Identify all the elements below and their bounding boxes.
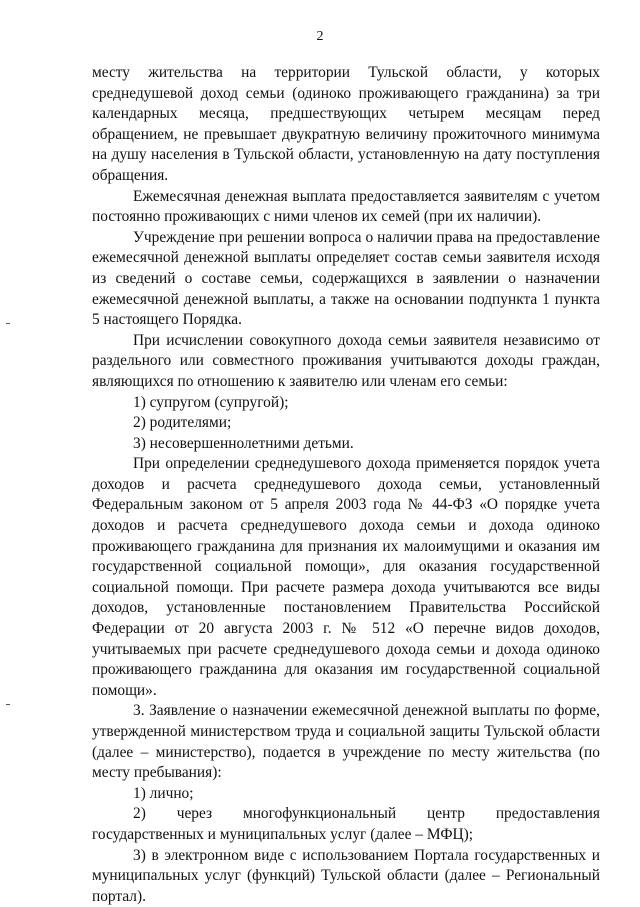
paragraph: 3. Заявление о назначении ежемесячной денежной выплаты по форме, утвержденной министерством труда и социальной защиты Тульской области (далее – министерство), подается в учреждение по месту жительства (по месту пребывания): [92, 702, 600, 782]
paragraph: При определении среднедушевого дохода применяется порядок учета доходов и расчета среднедушевого дохода семьи, установленный Федеральным законом от 5 апреля 2003 года № 44-ФЗ «О порядке учета доходов и расчета среднедушевого дохода семьи и дохода одиноко проживающего гражданина для признания их малоимущими и оказания им государственной социальной помощи», для оказания государственной социальной помощи. При расчете размера дохода учитываются все виды доходов, установленные постановлением Правительства Российской Федерации от 20 августа 2003 г. № 512 «О перечне видов доходов, учитываемых при расчете среднедушевого дохода семьи и дохода одиноко проживающего гражданина для оказания им государственной социальной помощи». [92, 455, 600, 699]
paragraph: Учреждение при решении вопроса о наличии права на предоставление ежемесячной денежной выплаты определяет состав семьи заявителя исходя из сведений о составе семьи, содержащихся в заявлении о назначении ежемесячной денежной выплаты, а также на основании подпункта 1 пункта 5 настоящего Порядка. [92, 228, 600, 329]
list-item: 3) в электронном виде с использованием Портала государственных и муниципальных услуг (функций) Тульской области (далее – Региональный портал). [92, 846, 600, 905]
list-item: 1) супругом (супругой); [133, 393, 289, 411]
margin-mark [6, 704, 10, 705]
page-number: 2 [316, 29, 324, 44]
paragraph: месту жительства на территории Тульской области, у которых среднедушевой доход семьи (одиноко проживающего гражданина) за три календарных месяца, предшествующих четырем месяцам перед обращением, не превышает двукратную величину прожиточного минимума на душу населения в Тульской области, установленную на дату поступления обращения. [92, 64, 600, 184]
document-body [92, 63, 600, 907]
paragraph: При исчислении совокупного дохода семьи заявителя независимо от раздельного или совместного проживания учитываются доходы граждан, являющихся по отношению к заявителю или членам его семьи: [92, 331, 600, 390]
list-item: 2) через многофункциональный центр предоставления государственных и муниципальных услуг (далее – МФЦ); [92, 805, 600, 843]
list-item: 1) лично; [133, 784, 194, 802]
margin-mark [6, 323, 10, 324]
list-item: 2) родителями; [133, 414, 232, 432]
paragraph: Ежемесячная денежная выплата предоставляется заявителям с учетом постоянно проживающих с ними членов их семей (при их наличии). [92, 187, 600, 226]
list-item: 3) несовершеннолетними детьми. [133, 434, 354, 452]
